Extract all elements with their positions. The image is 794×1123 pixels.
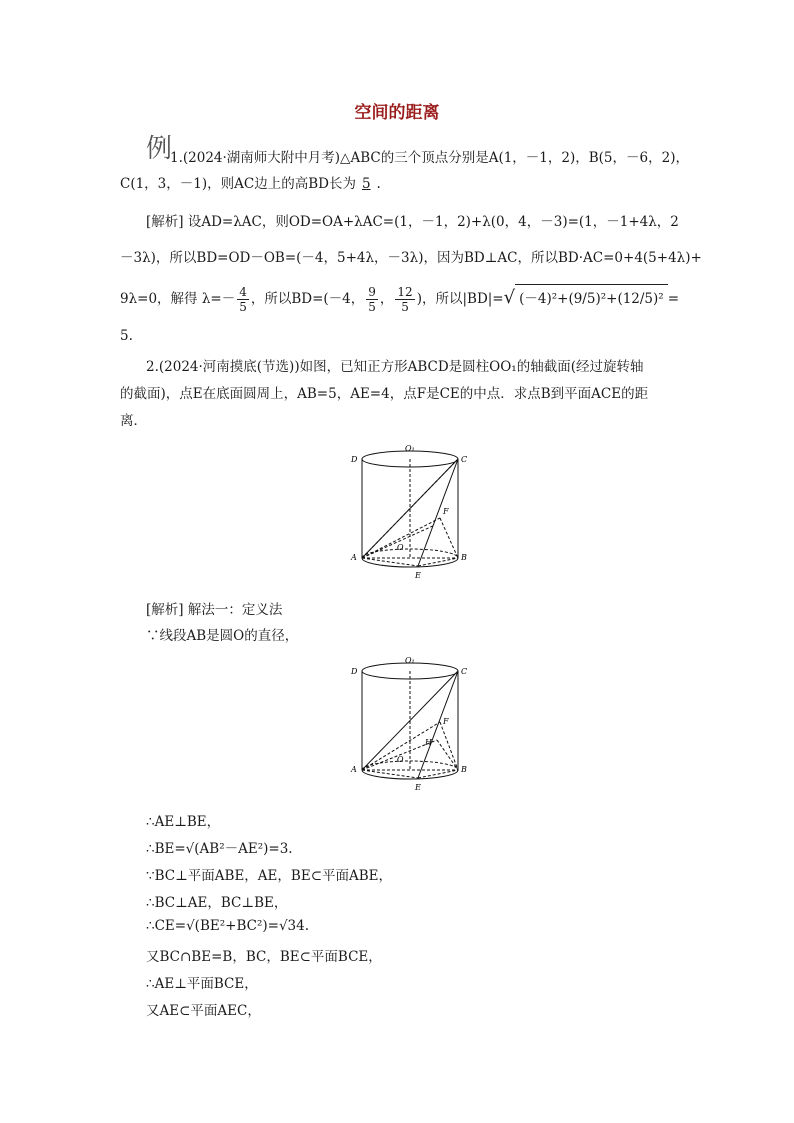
solution-1-text-b: ，所以BD=(－4， <box>250 291 365 307</box>
label-C: C <box>461 667 468 676</box>
solution-1-line-2: －3λ)，所以BD=OD－OB=(－4，5+4λ，－3λ)，因为BD⊥AC，所以BD·AC=0+4(5+4λ)+ <box>120 250 702 266</box>
problem-1-answer: 5 <box>361 176 371 192</box>
cylinder-figure-1 <box>345 440 475 585</box>
solution-1-text-c: )，所以|BD|= <box>416 291 504 307</box>
solution-2-step-7: 又BC∩BE=B，BC，BE⊂平面BCE， <box>146 949 382 965</box>
label-O1: O₁ <box>405 656 415 665</box>
equals-sign: = <box>667 291 680 307</box>
label-O: O <box>397 543 404 552</box>
label-E: E <box>415 783 421 792</box>
page-title: 空间的距离 <box>354 103 440 123</box>
solution-2-heading: [解析] 解法一：定义法 <box>146 602 283 618</box>
problem-1-line-1: 1.(2024·湖南师大附中月考)△ABC的三个顶点分别是A(1，－1，2)，B(5，－6，2)， <box>170 150 689 166</box>
fraction-9-5: $\frac{9}{5}$ <box>368 285 376 314</box>
label-H: H <box>425 738 432 747</box>
problem-1-stem: C(1，3，－1)，则AC边上的高BD长为 <box>120 176 356 192</box>
solution-1-line-3: 9λ=0，解得 λ=－ $\frac{4}{5}$ ，所以BD=(－4， $\frac{9}{5}$ ， $\frac{12}{5}$ )，所以|BD|=√ (－4)²+(9/5)²+(12/5)² = <box>120 285 680 314</box>
label-A: A <box>351 553 357 562</box>
problem-2-line-3: 离． <box>120 413 147 429</box>
solution-2-step-1: ∵线段AB是圆O的直径， <box>146 628 299 644</box>
solution-2-step-8: ∴AE⊥平面BCE， <box>146 976 258 992</box>
solution-1-line-1: [解析] 设AD=λAC，则OD=OA+λAC=(1，－1，2)+λ(0，4，－3)=(1，－1+4λ，2 <box>146 214 679 230</box>
label-F: F <box>443 507 449 516</box>
label-B: B <box>461 553 467 562</box>
label-O: O <box>397 755 404 764</box>
solution-1-text-a: 9λ=0，解得 λ=－ <box>120 291 236 307</box>
label-A: A <box>351 765 357 774</box>
problem-1-period: . <box>376 176 381 192</box>
sqrt-expression: (－4)²+(9/5)²+(12/5)² <box>515 284 668 307</box>
solution-2-step-4: ∵BC⊥平面ABE，AE，BE⊂平面ABE， <box>146 868 393 884</box>
label-D: D <box>351 667 358 676</box>
solution-2-step-6: ∴CE=√(BE²+BC²)=√34. <box>146 918 310 934</box>
example-mark: 例 <box>146 134 173 164</box>
problem-2-line-2: 的截面)，点E在底面圆周上，AB=5，AE=4，点F是CE的中点．求点B到平面ACE的距 <box>120 386 649 402</box>
label-E: E <box>415 571 421 580</box>
label-B: B <box>461 765 467 774</box>
solution-1-line-4: 5. <box>120 328 133 344</box>
problem-2-line-1: 2.(2024·河南摸底(节选))如图，已知正方形ABCD是圆柱OO₁的轴截面(经过旋转轴 <box>146 359 644 375</box>
solution-2-step-5: ∴BC⊥AE，BC⊥BE， <box>146 895 288 911</box>
fraction-4-5: $\frac{4}{5}$ <box>239 285 247 314</box>
cylinder-figure-2 <box>345 652 475 797</box>
problem-1-line-2 <box>120 172 381 192</box>
solution-2-step-2: ∴AE⊥BE， <box>146 814 221 830</box>
label-C: C <box>461 455 468 464</box>
label-F: F <box>443 717 449 726</box>
solution-2-step-3: ∴BE=√(AB²－AE²)=3. <box>146 841 293 857</box>
label-O1: O₁ <box>405 444 415 453</box>
fraction-12-5: $\frac{12}{5}$ <box>397 285 413 314</box>
label-D: D <box>351 455 358 464</box>
solution-2-step-9: 又AE⊂平面AEC， <box>146 1003 261 1019</box>
